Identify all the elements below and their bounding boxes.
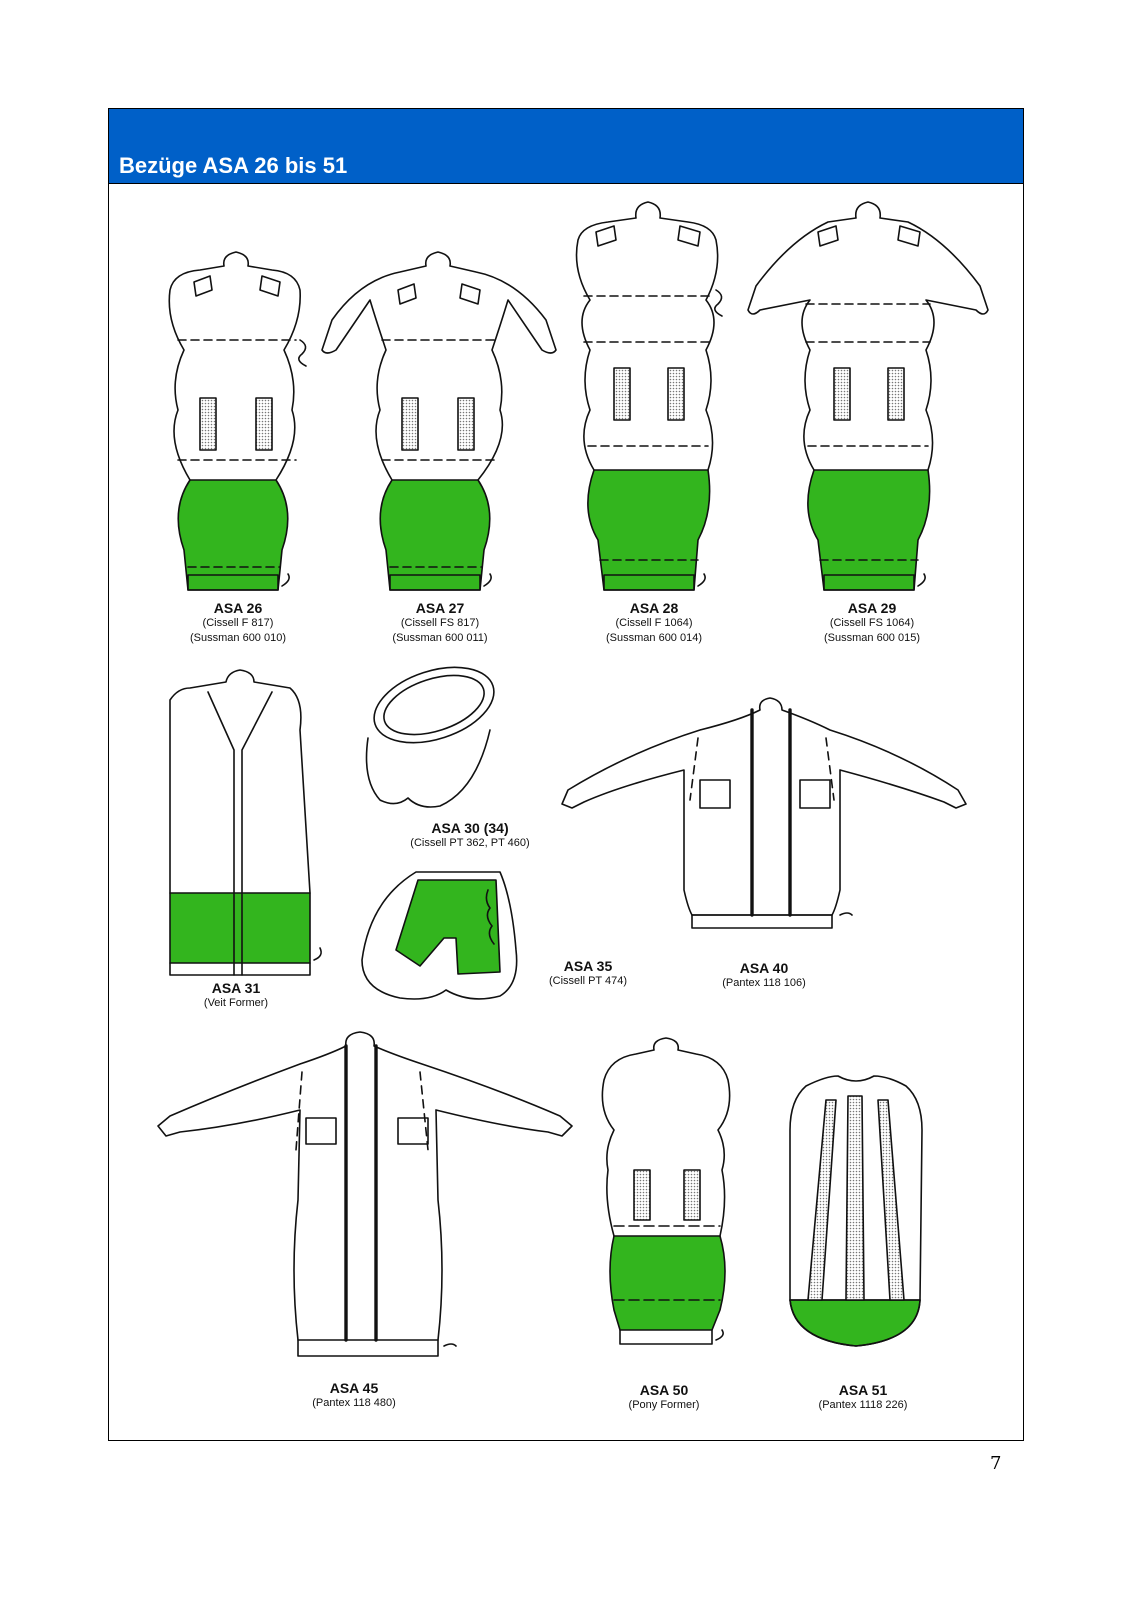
- asa-28-drawing: [577, 202, 723, 590]
- asa-30-34-drawing: [365, 654, 504, 807]
- caption-asa-31-name: ASA 31: [211, 980, 261, 996]
- caption-asa-35-sub1: (Cissell PT 474): [548, 975, 628, 987]
- caption-asa-26: [168, 600, 308, 646]
- asa-50-drawing: [602, 1038, 729, 1344]
- asa-26-drawing: [169, 252, 306, 590]
- caption-asa-28-name: ASA 28: [629, 600, 679, 616]
- caption-asa-40-name: ASA 40: [739, 960, 789, 976]
- caption-asa-31-sub1: (Veit Former): [203, 997, 269, 1009]
- caption-asa-50: [604, 1382, 724, 1413]
- caption-asa-28: [584, 600, 724, 646]
- caption-asa-51-name: ASA 51: [838, 1382, 888, 1398]
- caption-asa-27-sub1: (Cissell FS 817): [400, 617, 480, 629]
- caption-asa-29: [802, 600, 942, 646]
- asa-35-drawing: [362, 872, 517, 999]
- asa-40-drawing: [562, 698, 966, 928]
- asa-31-drawing: [170, 670, 321, 975]
- caption-asa-40: [704, 960, 824, 991]
- asa-45-drawing: [158, 1032, 572, 1356]
- caption-asa-28-sub2: (Sussman 600 014): [606, 632, 702, 644]
- caption-asa-26-sub1: (Cissell F 817): [202, 617, 274, 629]
- caption-asa-51-sub1: (Pantex 1118 226): [818, 1399, 908, 1411]
- caption-asa-27: [370, 600, 510, 646]
- section-title: Bezüge ASA 26 bis 51: [119, 153, 348, 178]
- caption-asa-50-name: ASA 50: [639, 1382, 689, 1398]
- caption-asa-35-name: ASA 35: [563, 958, 613, 974]
- caption-asa-30-34-sub1: (Cissell PT 362, PT 460): [410, 837, 530, 849]
- caption-asa-30-34: [390, 820, 550, 851]
- caption-asa-31: [176, 980, 296, 1011]
- caption-asa-29-name: ASA 29: [847, 600, 897, 616]
- caption-asa-35: [528, 958, 648, 989]
- caption-asa-50-sub1: (Pony Former): [628, 1399, 700, 1411]
- caption-asa-28-sub1: (Cissell F 1064): [615, 617, 693, 629]
- caption-asa-26-sub2: (Sussman 600 010): [190, 632, 286, 644]
- caption-asa-29-sub1: (Cissell FS 1064): [829, 617, 915, 629]
- asa-51-drawing: [790, 1076, 922, 1346]
- caption-asa-45-sub1: (Pantex 118 480): [312, 1397, 396, 1409]
- caption-asa-26-name: ASA 26: [213, 600, 263, 616]
- caption-asa-45: [294, 1380, 414, 1411]
- caption-asa-29-sub2: (Sussman 600 015): [824, 632, 920, 644]
- caption-asa-27-sub2: (Sussman 600 011): [392, 632, 488, 644]
- page-number: 7: [990, 1453, 1002, 1474]
- caption-asa-27-name: ASA 27: [415, 600, 465, 616]
- caption-asa-51: [798, 1382, 928, 1413]
- caption-asa-40-sub1: (Pantex 118 106): [722, 977, 806, 989]
- caption-asa-30-34-name: ASA 30 (34): [431, 820, 509, 836]
- caption-asa-45-name: ASA 45: [329, 1380, 379, 1396]
- asa-29-drawing: [748, 202, 988, 590]
- asa-27-drawing: [322, 252, 556, 590]
